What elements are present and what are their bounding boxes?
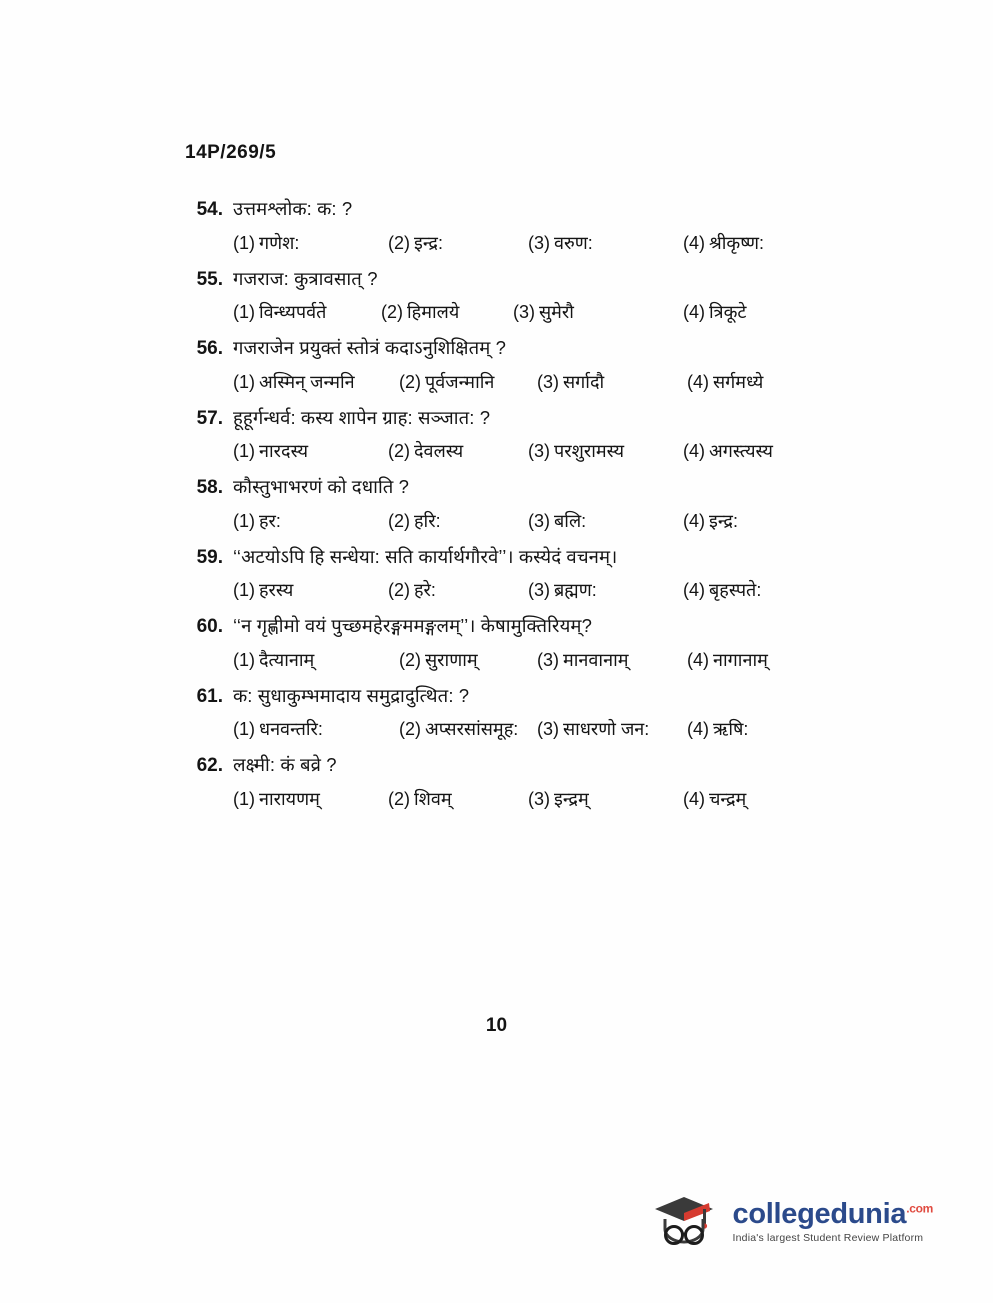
- option-marker: (4): [683, 580, 705, 601]
- option-marker: (1): [233, 441, 255, 462]
- page-number: 10: [485, 1015, 508, 1036]
- question-line: [185, 752, 825, 780]
- question-number: 56.: [196, 338, 223, 360]
- question-line: [185, 335, 825, 363]
- option-marker: (1): [233, 649, 255, 670]
- question-line: [185, 196, 825, 224]
- option-marker: (4): [683, 510, 705, 531]
- question-item: [185, 613, 825, 672]
- option-marker: (3): [528, 441, 550, 462]
- question-number: 58.: [196, 477, 223, 499]
- option-marker: (3): [528, 232, 550, 253]
- option-4[interactable]: [683, 787, 746, 811]
- option-2[interactable]: [381, 300, 513, 324]
- option-marker: (2): [381, 302, 403, 323]
- watermark-text: [733, 1200, 933, 1244]
- option-3[interactable]: [528, 509, 683, 533]
- option-marker: (4): [683, 302, 705, 323]
- option-marker: (3): [528, 510, 550, 531]
- question-line: [185, 613, 825, 641]
- option-label: सुराणाम्: [425, 649, 478, 670]
- option-label: परशुरामस्य: [554, 441, 625, 462]
- graduate-logo-icon: [647, 1189, 721, 1255]
- option-1[interactable]: [233, 370, 399, 394]
- question-line: [185, 683, 825, 711]
- option-2[interactable]: [399, 648, 537, 672]
- question-list: [185, 196, 825, 822]
- option-marker: (1): [233, 719, 255, 740]
- option-label: नारदस्य: [259, 441, 309, 462]
- option-label: इन्द्र:: [414, 232, 443, 253]
- option-label: इन्द्र:: [709, 510, 738, 531]
- option-marker: (4): [683, 441, 705, 462]
- paper-code: 14P/269/5: [185, 142, 277, 163]
- question-text: क: सुधाकुम्भमादाय समुद्रादुत्थित: ?: [233, 684, 470, 706]
- option-marker: (2): [399, 719, 421, 740]
- option-label: गणेश:: [259, 232, 300, 253]
- option-label: हरि:: [414, 510, 441, 531]
- option-label: दैत्यानाम्: [259, 649, 315, 670]
- option-row: [185, 509, 825, 533]
- option-2[interactable]: [388, 231, 528, 255]
- option-label: सुमेरौ: [539, 302, 574, 323]
- question-item: [185, 335, 825, 394]
- option-1[interactable]: [233, 300, 381, 324]
- option-label: ब्रह्मण:: [554, 580, 597, 601]
- question-item: [185, 405, 825, 464]
- option-1[interactable]: [233, 648, 399, 672]
- option-label: श्रीकृष्ण:: [709, 232, 765, 253]
- option-marker: (2): [388, 510, 410, 531]
- option-label: ऋषि:: [713, 719, 749, 740]
- option-label: नारायणम्: [259, 788, 320, 809]
- option-1[interactable]: [233, 578, 388, 602]
- option-4[interactable]: [683, 300, 747, 324]
- question-line: [185, 405, 825, 433]
- question-item: [185, 474, 825, 533]
- option-label: शिवम्: [414, 788, 452, 809]
- option-row: [185, 787, 825, 811]
- option-label: चन्द्रम्: [709, 788, 747, 809]
- option-4[interactable]: [687, 648, 768, 672]
- question-number: 55.: [196, 268, 223, 290]
- option-label: अगस्त्यस्य: [709, 441, 773, 462]
- option-marker: (4): [687, 719, 709, 740]
- question-text: उत्तमश्लोक: क: ?: [233, 198, 353, 219]
- option-marker: (4): [687, 371, 709, 392]
- option-marker: (2): [399, 649, 421, 670]
- option-marker: (4): [687, 649, 709, 670]
- option-label: त्रिकूटे: [709, 302, 747, 323]
- option-3[interactable]: [528, 439, 683, 463]
- option-label: नागानाम्: [713, 649, 768, 670]
- question-number: 60.: [196, 616, 223, 638]
- question-line: [185, 474, 825, 502]
- option-label: वरुण:: [554, 232, 593, 253]
- option-label: अप्सरसांसमूह:: [425, 719, 519, 740]
- option-marker: (2): [399, 371, 421, 392]
- question-item: [185, 544, 825, 603]
- watermark-brand: [733, 1200, 933, 1229]
- option-1[interactable]: [233, 509, 388, 533]
- question-text: कौस्तुभाभरणं को दधाति ?: [233, 476, 410, 498]
- question-text: हूहूर्गन्धर्व: कस्य शापेन ग्राह: सञ्जात: ?: [233, 406, 491, 428]
- option-label: हिमालये: [407, 302, 460, 323]
- option-marker: (3): [537, 649, 559, 670]
- option-row: [185, 439, 825, 463]
- option-marker: (3): [537, 719, 559, 740]
- option-label: पूर्वजन्मानि: [425, 371, 495, 392]
- option-marker: (1): [233, 788, 255, 809]
- option-4[interactable]: [683, 231, 764, 255]
- option-marker: (2): [388, 788, 410, 809]
- option-4[interactable]: [687, 370, 763, 394]
- option-3[interactable]: [528, 578, 683, 602]
- option-3[interactable]: [537, 648, 687, 672]
- watermark-tagline: India's largest Student Review Platform: [732, 1232, 924, 1245]
- option-marker: (2): [388, 580, 410, 601]
- question-text: लक्ष्मी: कं बव्रे ?: [233, 754, 337, 776]
- option-label: हरे:: [414, 580, 436, 601]
- option-2[interactable]: [399, 370, 537, 394]
- option-3[interactable]: [537, 370, 687, 394]
- option-marker: (1): [233, 371, 255, 392]
- question-line: [185, 544, 825, 572]
- question-number: 61.: [196, 685, 223, 707]
- option-label: सर्गादौ: [563, 371, 605, 392]
- option-marker: (4): [683, 232, 705, 253]
- option-label: धनवन्तरि:: [259, 719, 323, 740]
- question-number: 62.: [196, 755, 223, 777]
- question-number: 59.: [196, 546, 223, 568]
- option-row: [185, 578, 825, 602]
- option-4[interactable]: [683, 578, 761, 602]
- option-2[interactable]: [388, 509, 528, 533]
- option-2[interactable]: [388, 787, 528, 811]
- option-label: हरस्य: [259, 580, 294, 601]
- option-2[interactable]: [388, 578, 528, 602]
- option-marker: (1): [233, 510, 255, 531]
- option-marker: (1): [233, 302, 255, 323]
- question-item: [185, 266, 825, 325]
- option-3[interactable]: [537, 717, 687, 741]
- option-row: [185, 648, 825, 672]
- option-3[interactable]: [528, 231, 683, 255]
- option-2[interactable]: [399, 717, 537, 741]
- question-number: 54.: [196, 199, 223, 220]
- option-row: [185, 231, 825, 255]
- option-label: अस्मिन् जन्मनि: [259, 371, 355, 392]
- option-marker: (3): [528, 788, 550, 809]
- question-text: ‘‘न गृह्णीमो वयं पुच्छमहेरङ्गममङ्गलम्’’। केषामुक्तिरियम्?: [233, 615, 592, 637]
- question-text: ‘‘अटयोऽपि हि सन्धेया: सति कार्यार्थगौरवे’’। कस्येदं वचनम्।: [233, 545, 618, 567]
- question-item: [185, 752, 825, 811]
- option-3[interactable]: [528, 787, 683, 811]
- watermark-brand-suffix: .com: [906, 1201, 933, 1216]
- question-text: गजराजेन प्रयुक्तं स्तोत्रं कदाऽनुशिक्षितम् ?: [233, 337, 507, 359]
- option-marker: (4): [683, 788, 705, 809]
- option-label: मानवानाम्: [563, 649, 629, 670]
- watermark-brand-name: collegedunia: [732, 1198, 907, 1231]
- option-marker: (2): [388, 232, 410, 253]
- option-2[interactable]: [388, 439, 528, 463]
- option-marker: (1): [233, 580, 255, 601]
- option-marker: (2): [388, 441, 410, 462]
- option-row: [185, 370, 825, 394]
- option-marker: (1): [233, 232, 255, 253]
- option-1[interactable]: [233, 231, 388, 255]
- option-1[interactable]: [233, 787, 388, 811]
- option-1[interactable]: [233, 717, 399, 741]
- collegedunia-watermark: [647, 1189, 933, 1255]
- question-item: [185, 683, 825, 742]
- option-4[interactable]: [687, 717, 748, 741]
- option-label: साधरणो जन:: [563, 719, 650, 740]
- option-row: [185, 300, 825, 324]
- option-marker: (3): [537, 371, 559, 392]
- question-item: [185, 196, 825, 255]
- question-text: गजराज: कुत्रावसात् ?: [233, 267, 378, 289]
- option-marker: (3): [528, 580, 550, 601]
- option-label: बृहस्पते:: [709, 580, 762, 601]
- option-3[interactable]: [513, 300, 683, 324]
- option-row: [185, 717, 825, 741]
- option-label: सर्गमध्ये: [713, 371, 764, 392]
- option-label: इन्द्रम्: [554, 788, 589, 809]
- option-label: विन्ध्यपर्वते: [259, 302, 327, 323]
- option-marker: (3): [513, 302, 535, 323]
- question-number: 57.: [196, 407, 223, 429]
- option-label: बलि:: [554, 510, 587, 531]
- question-line: [185, 266, 825, 294]
- option-4[interactable]: [683, 439, 773, 463]
- option-label: देवलस्य: [414, 441, 464, 462]
- option-label: हर:: [259, 510, 281, 531]
- option-1[interactable]: [233, 439, 388, 463]
- option-4[interactable]: [683, 509, 738, 533]
